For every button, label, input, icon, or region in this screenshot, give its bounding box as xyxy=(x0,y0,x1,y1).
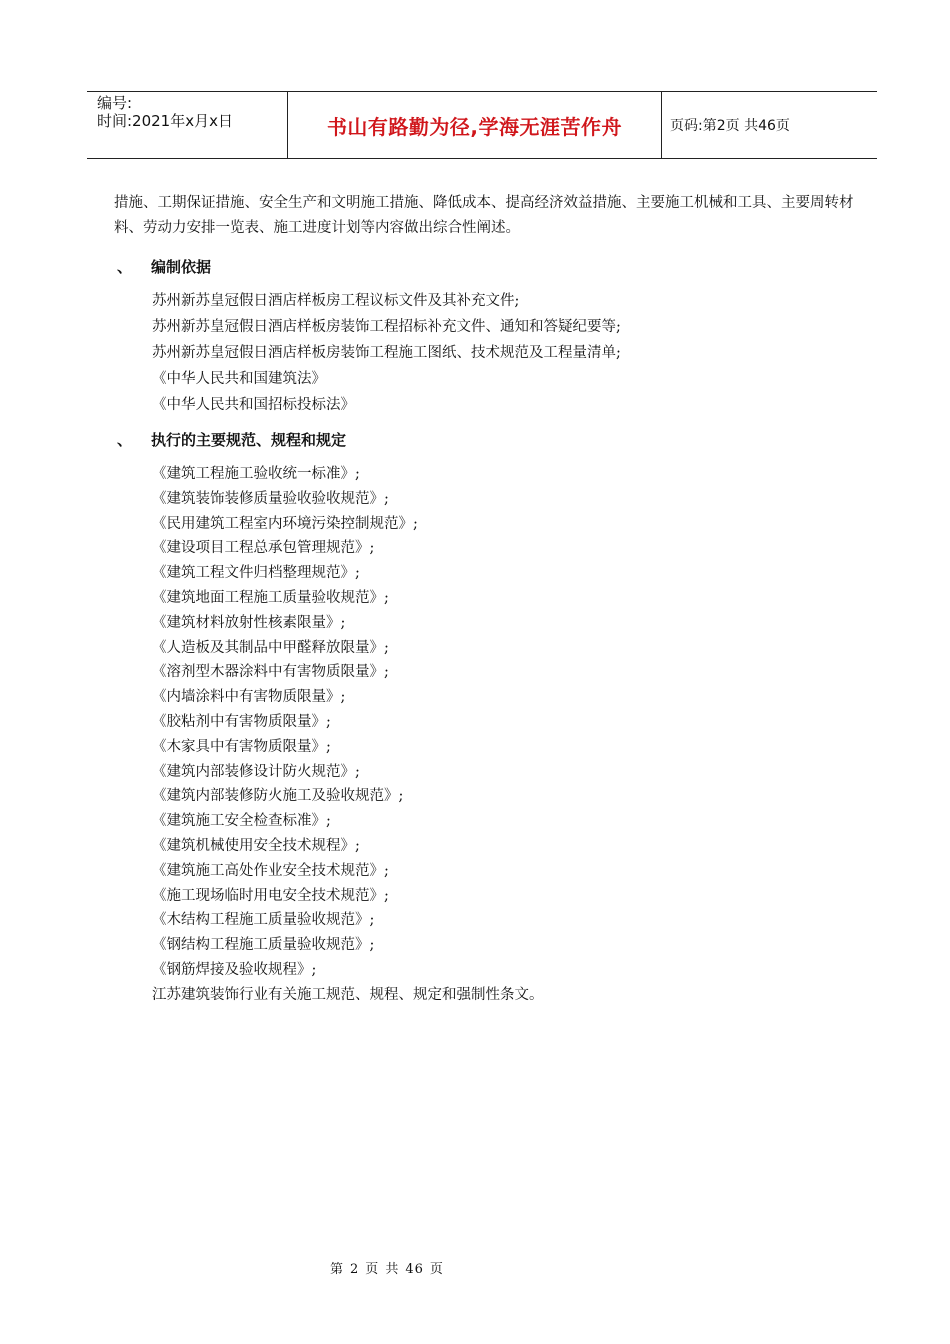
list-item: 苏州新苏皇冠假日酒店样板房装饰工程招标补充文件、通知和答疑纪要等; xyxy=(152,319,621,335)
footer-text: 第 xyxy=(330,1262,345,1277)
list-item: 《建筑装饰装修质量验收验收规范》; xyxy=(152,490,389,507)
section-title: 编制依据 xyxy=(151,258,212,276)
list-item: 《溶剂型木器涂料中有害物质限量》; xyxy=(152,664,389,681)
list-item: 《人造板及其制品中甲醛释放限量》; xyxy=(152,639,389,656)
list-item: 《木家具中有害物质限量》; xyxy=(152,738,331,755)
basis-list xyxy=(152,288,621,418)
list-item: 《建筑内部装修设计防火规范》; xyxy=(152,763,360,780)
list-item: 《建筑工程施工验收统一标准》; xyxy=(152,466,360,482)
list-item: 江苏建筑装饰行业有关施工规范、规程、规定和强制性条文。 xyxy=(152,986,544,1003)
standards-list xyxy=(152,462,544,1008)
header-page-info: 页码:第2页 共46页 xyxy=(670,118,790,134)
list-item: 《钢筋焊接及验收规程》; xyxy=(152,961,317,978)
section-title: 执行的主要规范、规程和规定 xyxy=(151,431,347,449)
list-item: 《建筑施工高处作业安全技术规范》; xyxy=(152,862,389,879)
header-motto: 书山有路勤为径,学海无涯苦作舟 xyxy=(288,92,662,158)
document-header xyxy=(87,91,877,159)
section-mark: 、 xyxy=(117,258,133,276)
footer-total-pages: 46 xyxy=(405,1262,424,1277)
footer-text: 共 xyxy=(385,1262,400,1277)
list-item: 《建筑工程文件归档整理规范》; xyxy=(152,565,360,582)
list-item: 《建筑机械使用安全技术规程》; xyxy=(152,837,360,854)
list-item: 《建筑材料放射性核素限量》; xyxy=(152,614,346,631)
section-heading-basis xyxy=(117,256,211,277)
list-item: 《中华人民共和国招标投标法》 xyxy=(152,397,355,413)
list-item: 《中华人民共和国建筑法》 xyxy=(152,371,326,387)
header-meta xyxy=(87,92,288,158)
page-footer xyxy=(0,1258,950,1277)
footer-text: 页 xyxy=(429,1262,444,1277)
section-heading-standards xyxy=(117,429,346,450)
intro-paragraph: 措施、工期保证措施、安全生产和文明施工措施、降低成本、提高经济效益措施、主要施工机械和工具、主要周转材料、劳动力安排一览表、施工进度计划等内容做出综合性阐述。 xyxy=(114,195,854,236)
list-item: 《内墙涂料中有害物质限量》; xyxy=(152,689,346,706)
list-item: 《木结构工程施工质量验收规范》; xyxy=(152,912,375,929)
list-item: 苏州新苏皇冠假日酒店样板房装饰工程施工图纸、技术规范及工程量清单; xyxy=(152,345,621,361)
list-item: 《建筑内部装修防火施工及验收规范》; xyxy=(152,788,404,805)
section-mark: 、 xyxy=(117,431,133,449)
number-label: 编号: xyxy=(97,94,133,112)
list-item: 《胶粘剂中有害物质限量》; xyxy=(152,713,331,730)
list-item: 苏州新苏皇冠假日酒店样板房工程议标文件及其补充文件; xyxy=(152,293,520,309)
list-item: 《建设项目工程总承包管理规范》; xyxy=(152,540,375,557)
time-label: 时间:2021年x月x日 xyxy=(97,112,233,130)
list-item: 《钢结构工程施工质量验收规范》; xyxy=(152,937,375,954)
footer-text: 页 xyxy=(365,1262,380,1277)
list-item: 《民用建筑工程室内环境污染控制规范》; xyxy=(152,515,418,532)
list-item: 《建筑地面工程施工质量验收规范》; xyxy=(152,589,389,606)
footer-page-number: 2 xyxy=(350,1262,360,1277)
list-item: 《建筑施工安全检查标准》; xyxy=(152,813,331,830)
list-item: 《施工现场临时用电安全技术规范》; xyxy=(152,887,389,904)
